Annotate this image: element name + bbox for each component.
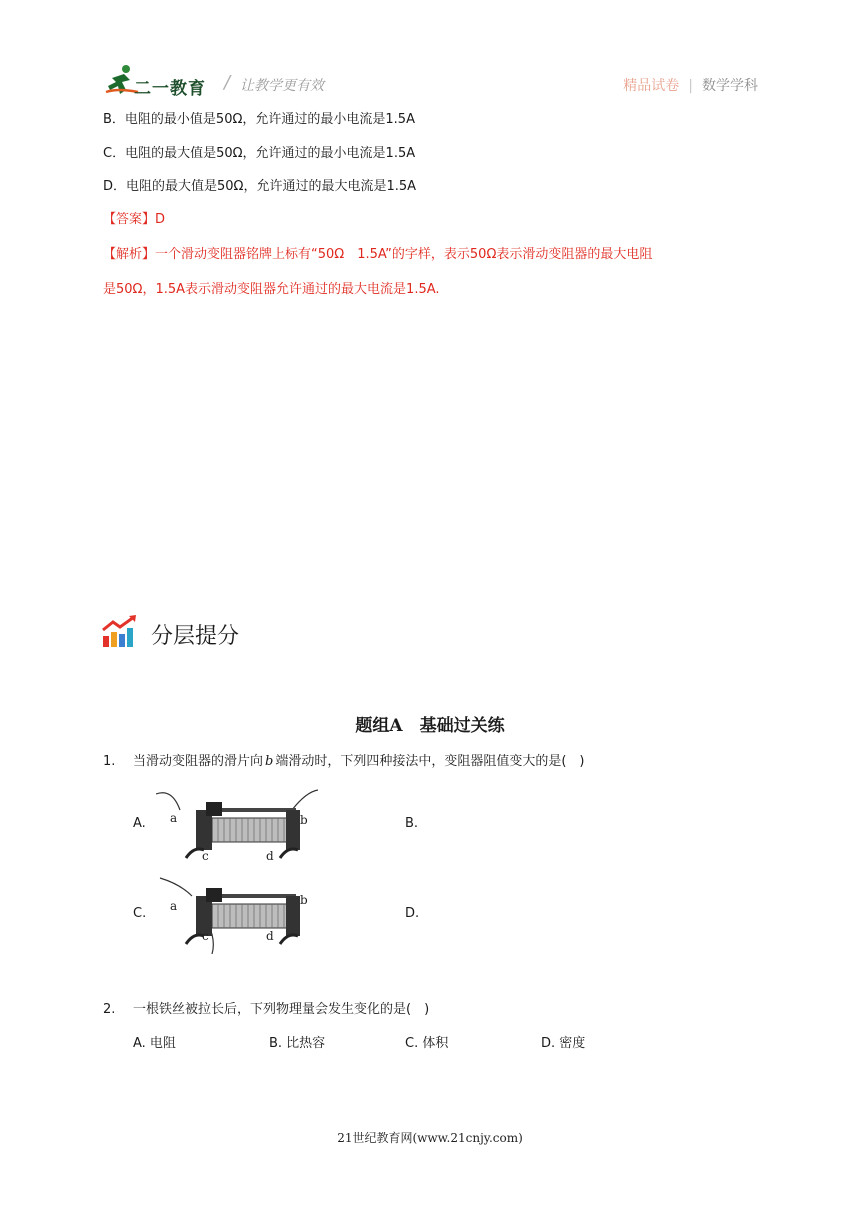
svg-text:d: d xyxy=(266,929,274,943)
question-variable: b xyxy=(265,754,274,769)
answer-line: 【答案】D xyxy=(103,212,166,227)
option-b-line: B．电阻的最小值是50Ω，允许通过的最小电流是1.5A xyxy=(103,112,415,127)
q1-option-d-label: D. xyxy=(405,906,420,921)
question-text-before: 当滑动变阻器的滑片向 xyxy=(133,754,264,769)
q2-option-c: C. 体积 xyxy=(405,1036,449,1051)
q1-option-a-label: A. xyxy=(133,816,146,831)
brand-slogan: 让教学更有效 xyxy=(240,78,324,94)
header-tag: 精品试卷 xyxy=(623,78,680,94)
brand-divider: / xyxy=(224,72,231,93)
analysis-line-2: 是50Ω，1.5A表示滑动变阻器允许通过的最大电流是1.5A. xyxy=(103,282,440,297)
site-logo xyxy=(104,64,374,99)
page-footer: 21世纪教育网(www.21cnjy.com) xyxy=(337,1131,523,1145)
svg-text:b: b xyxy=(300,813,308,827)
header-separator: | xyxy=(688,78,693,94)
section-title: 分层提分 xyxy=(151,624,240,649)
header-subject xyxy=(623,75,758,95)
analysis-line-1: 【解析】一个滑动变阻器铭牌上标有“50Ω 1.5A”的字样，表示50Ω表示滑动变阻器的最大电阻 xyxy=(103,247,653,262)
option-c-line: C．电阻的最大值是50Ω，允许通过的最小电流是1.5A xyxy=(103,146,416,161)
svg-text:d: d xyxy=(266,849,274,863)
svg-text:a: a xyxy=(170,811,178,825)
question-text: 一根铁丝被拉长后，下列物理量会发生变化的是( ) xyxy=(133,1002,430,1017)
rheostat-diagram-c xyxy=(156,874,318,954)
q2-option-a: A. 电阻 xyxy=(133,1036,176,1051)
growth-chart-icon xyxy=(102,614,140,648)
group-title: 题组A 基础过关练 xyxy=(355,716,505,736)
rheostat-diagram-a xyxy=(156,788,318,868)
header-subject-name: 数学学科 xyxy=(702,78,758,94)
question-number: 1. xyxy=(103,754,116,769)
svg-text:c: c xyxy=(202,929,209,943)
q1-option-b-label: B. xyxy=(405,816,419,831)
q2-option-b: B. 比热容 xyxy=(269,1036,326,1051)
question-2 xyxy=(103,1000,429,1020)
brand-name: 二一教育 xyxy=(134,79,206,99)
question-1 xyxy=(103,752,585,772)
q1-option-c-label: C. xyxy=(133,906,147,921)
option-d-line: D．电阻的最大值是50Ω，允许通过的最大电流是1.5A xyxy=(103,179,417,194)
svg-text:a: a xyxy=(170,899,178,913)
svg-text:c: c xyxy=(202,849,209,863)
q2-option-d: D. 密度 xyxy=(541,1036,586,1051)
question-number: 2. xyxy=(103,1002,116,1017)
svg-text:b: b xyxy=(300,893,308,907)
question-text-after: 端滑动时，下列四种接法中，变阻器阻值变大的是( ) xyxy=(275,754,585,769)
